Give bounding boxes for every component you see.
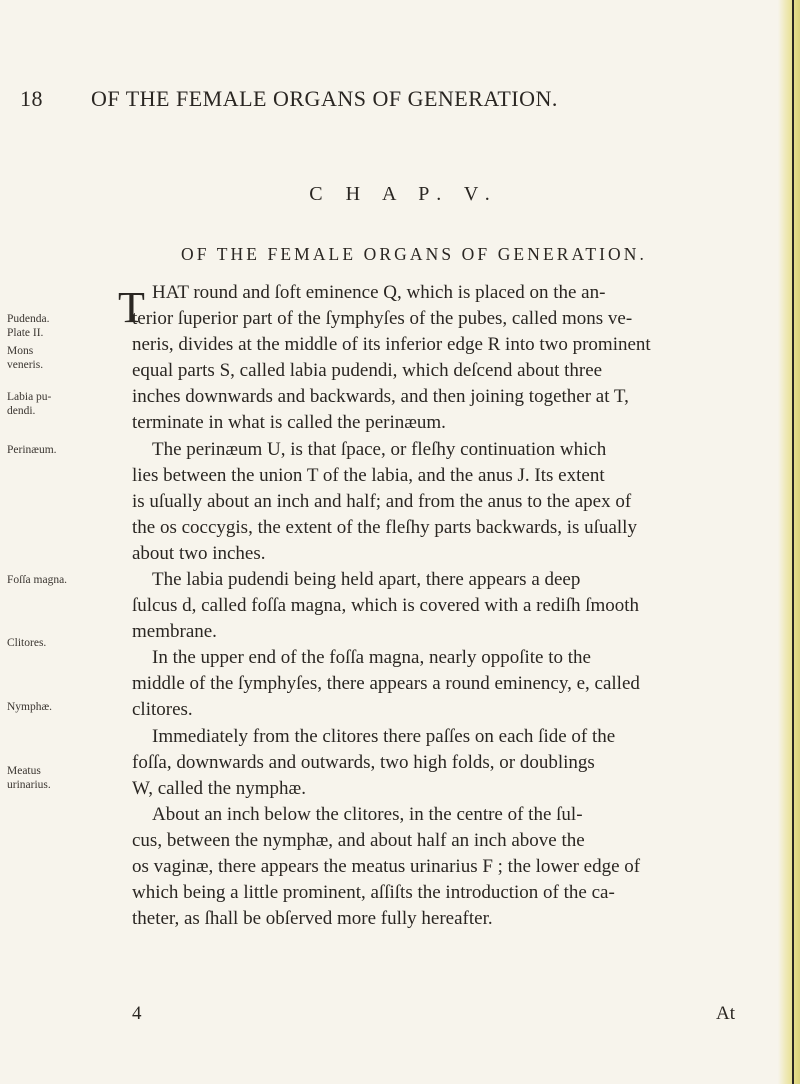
text-line: lies between the union T of the labia, and the anus J. Its extent (132, 465, 605, 486)
text-line: W, called the nymphæ. (132, 778, 306, 799)
drop-cap: T (118, 283, 145, 332)
margin-note: Plate II. (7, 327, 44, 339)
text-line: About an inch below the clitores, in the centre of the ſul- (152, 804, 583, 825)
text-line: foſſa, downwards and outwards, two high folds, or doublings (132, 752, 595, 773)
catchword: At (716, 1003, 735, 1024)
margin-note: Meatus (7, 765, 41, 777)
text-line: In the upper end of the foſſa magna, nearly oppoſite to the (152, 647, 591, 668)
text-line: Immediately from the clitores there paſſes on each ſide of the (152, 726, 616, 747)
text-line: membrane. (132, 621, 217, 642)
text-line: The perinæum U, is that ſpace, or fleſhy continuation which (152, 439, 607, 460)
text-line: terior ſuperior part of the ſymphyſes of the pubes, called mons ve- (132, 308, 633, 329)
page-edge (778, 0, 800, 1084)
margin-note: Nymphæ. (7, 701, 53, 713)
signature-mark: 4 (132, 1003, 142, 1024)
margin-note: Clitores. (7, 637, 47, 649)
chapter-heading: C H A P. V. (309, 183, 499, 205)
margin-note: veneris. (7, 359, 44, 371)
margin-note: Perinæum. (7, 444, 57, 456)
text-line: The labia pudendi being held apart, there appears a deep (152, 569, 581, 590)
text-line: inches downwards and backwards, and then joining together at T, (132, 386, 629, 407)
margin-note: urinarius. (7, 779, 51, 791)
text-line: theter, as ſhall be obſerved more fully hereafter. (132, 908, 493, 929)
page-number: 18 (20, 86, 43, 111)
text-line: about two inches. (132, 543, 266, 564)
text-line: ſulcus d, called foſſa magna, which is covered with a rediſh ſmooth (132, 595, 640, 616)
margin-note: Foſſa magna. (7, 574, 68, 586)
text-line: is uſually about an inch and half; and from the anus to the apex of (132, 491, 632, 512)
text-line: clitores. (132, 699, 193, 720)
text-line: neris, divides at the middle of its inferior edge R into two prominent (132, 334, 651, 355)
text-line: terminate in what is called the perinæum. (132, 412, 446, 433)
margin-note: Labia pu- (7, 391, 52, 403)
text-line: the os coccygis, the extent of the fleſhy parts backwards, is uſually (132, 517, 637, 538)
text-line: cus, between the nymphæ, and about half an inch above the (132, 830, 585, 851)
text-line: HAT round and ſoft eminence Q, which is placed on the an- (152, 282, 606, 303)
text-line: os vaginæ, there appears the meatus urinarius F ; the lower edge of (132, 856, 641, 877)
page-edge-line (792, 0, 794, 1084)
margin-note: Mons (7, 345, 34, 357)
chapter-title: OF THE FEMALE ORGANS OF GENERATION. (181, 244, 647, 264)
running-head-title: OF THE FEMALE ORGANS OF GENERATION. (91, 86, 558, 111)
text-line: equal parts S, called labia pudendi, which deſcend about three (132, 360, 603, 381)
text-line: middle of the ſymphyſes, there appears a round eminency, e, called (132, 673, 640, 694)
margin-note: Pudenda. (7, 313, 50, 325)
margin-note: dendi. (7, 405, 36, 417)
text-line: which being a little prominent, aſſiſts the introduction of the ca- (132, 882, 615, 903)
